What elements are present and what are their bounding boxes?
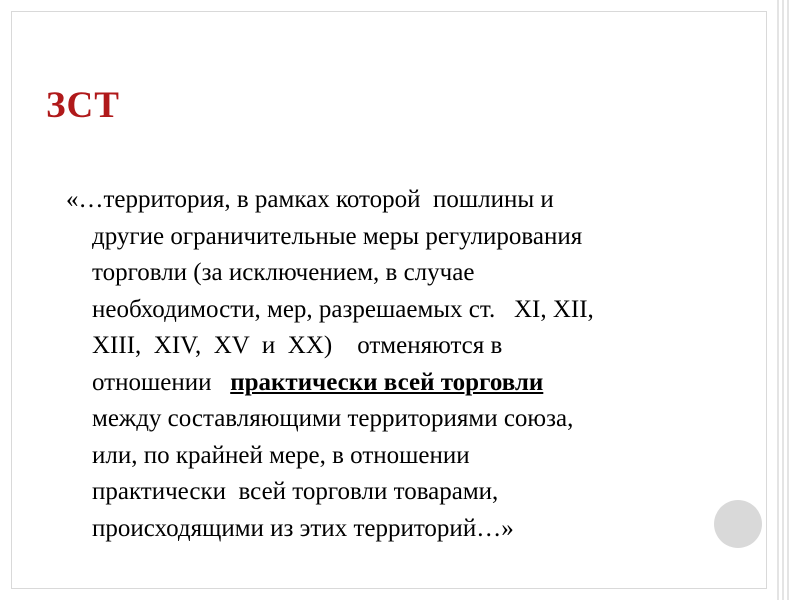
slide-title: ЗСТ [46,85,120,126]
quote-line: торговли (за исключением, в случае [92,259,475,286]
quote-line: «…территория, в рамках которой пошлины и [66,186,554,213]
quote-line: между составляющими территориями союза, [92,405,574,432]
decorative-stripe [782,0,784,600]
decorative-stripe [787,0,789,600]
quote-line: происходящими из этих территорий…» [92,514,514,542]
emphasized-phrase: практически всей торговли [230,368,544,396]
quote-line-prefix: отношении [92,368,231,396]
quote-text [66,182,726,547]
decorative-stripe [777,0,779,600]
quote-line: XIII, XIV, XV и XX) отменяются в [92,332,503,359]
slide-nav-circle[interactable] [714,500,762,548]
quote-line [66,365,726,402]
quote-line: или, по крайней мере, в отношении [92,441,470,469]
quote-line: необходимости, мер, разрешаемых ст. XI, XII, [92,295,594,323]
quote-line: другие ограничительные меры регулирования [92,222,583,250]
quote-line: практически всей торговли товарами, [92,478,499,505]
